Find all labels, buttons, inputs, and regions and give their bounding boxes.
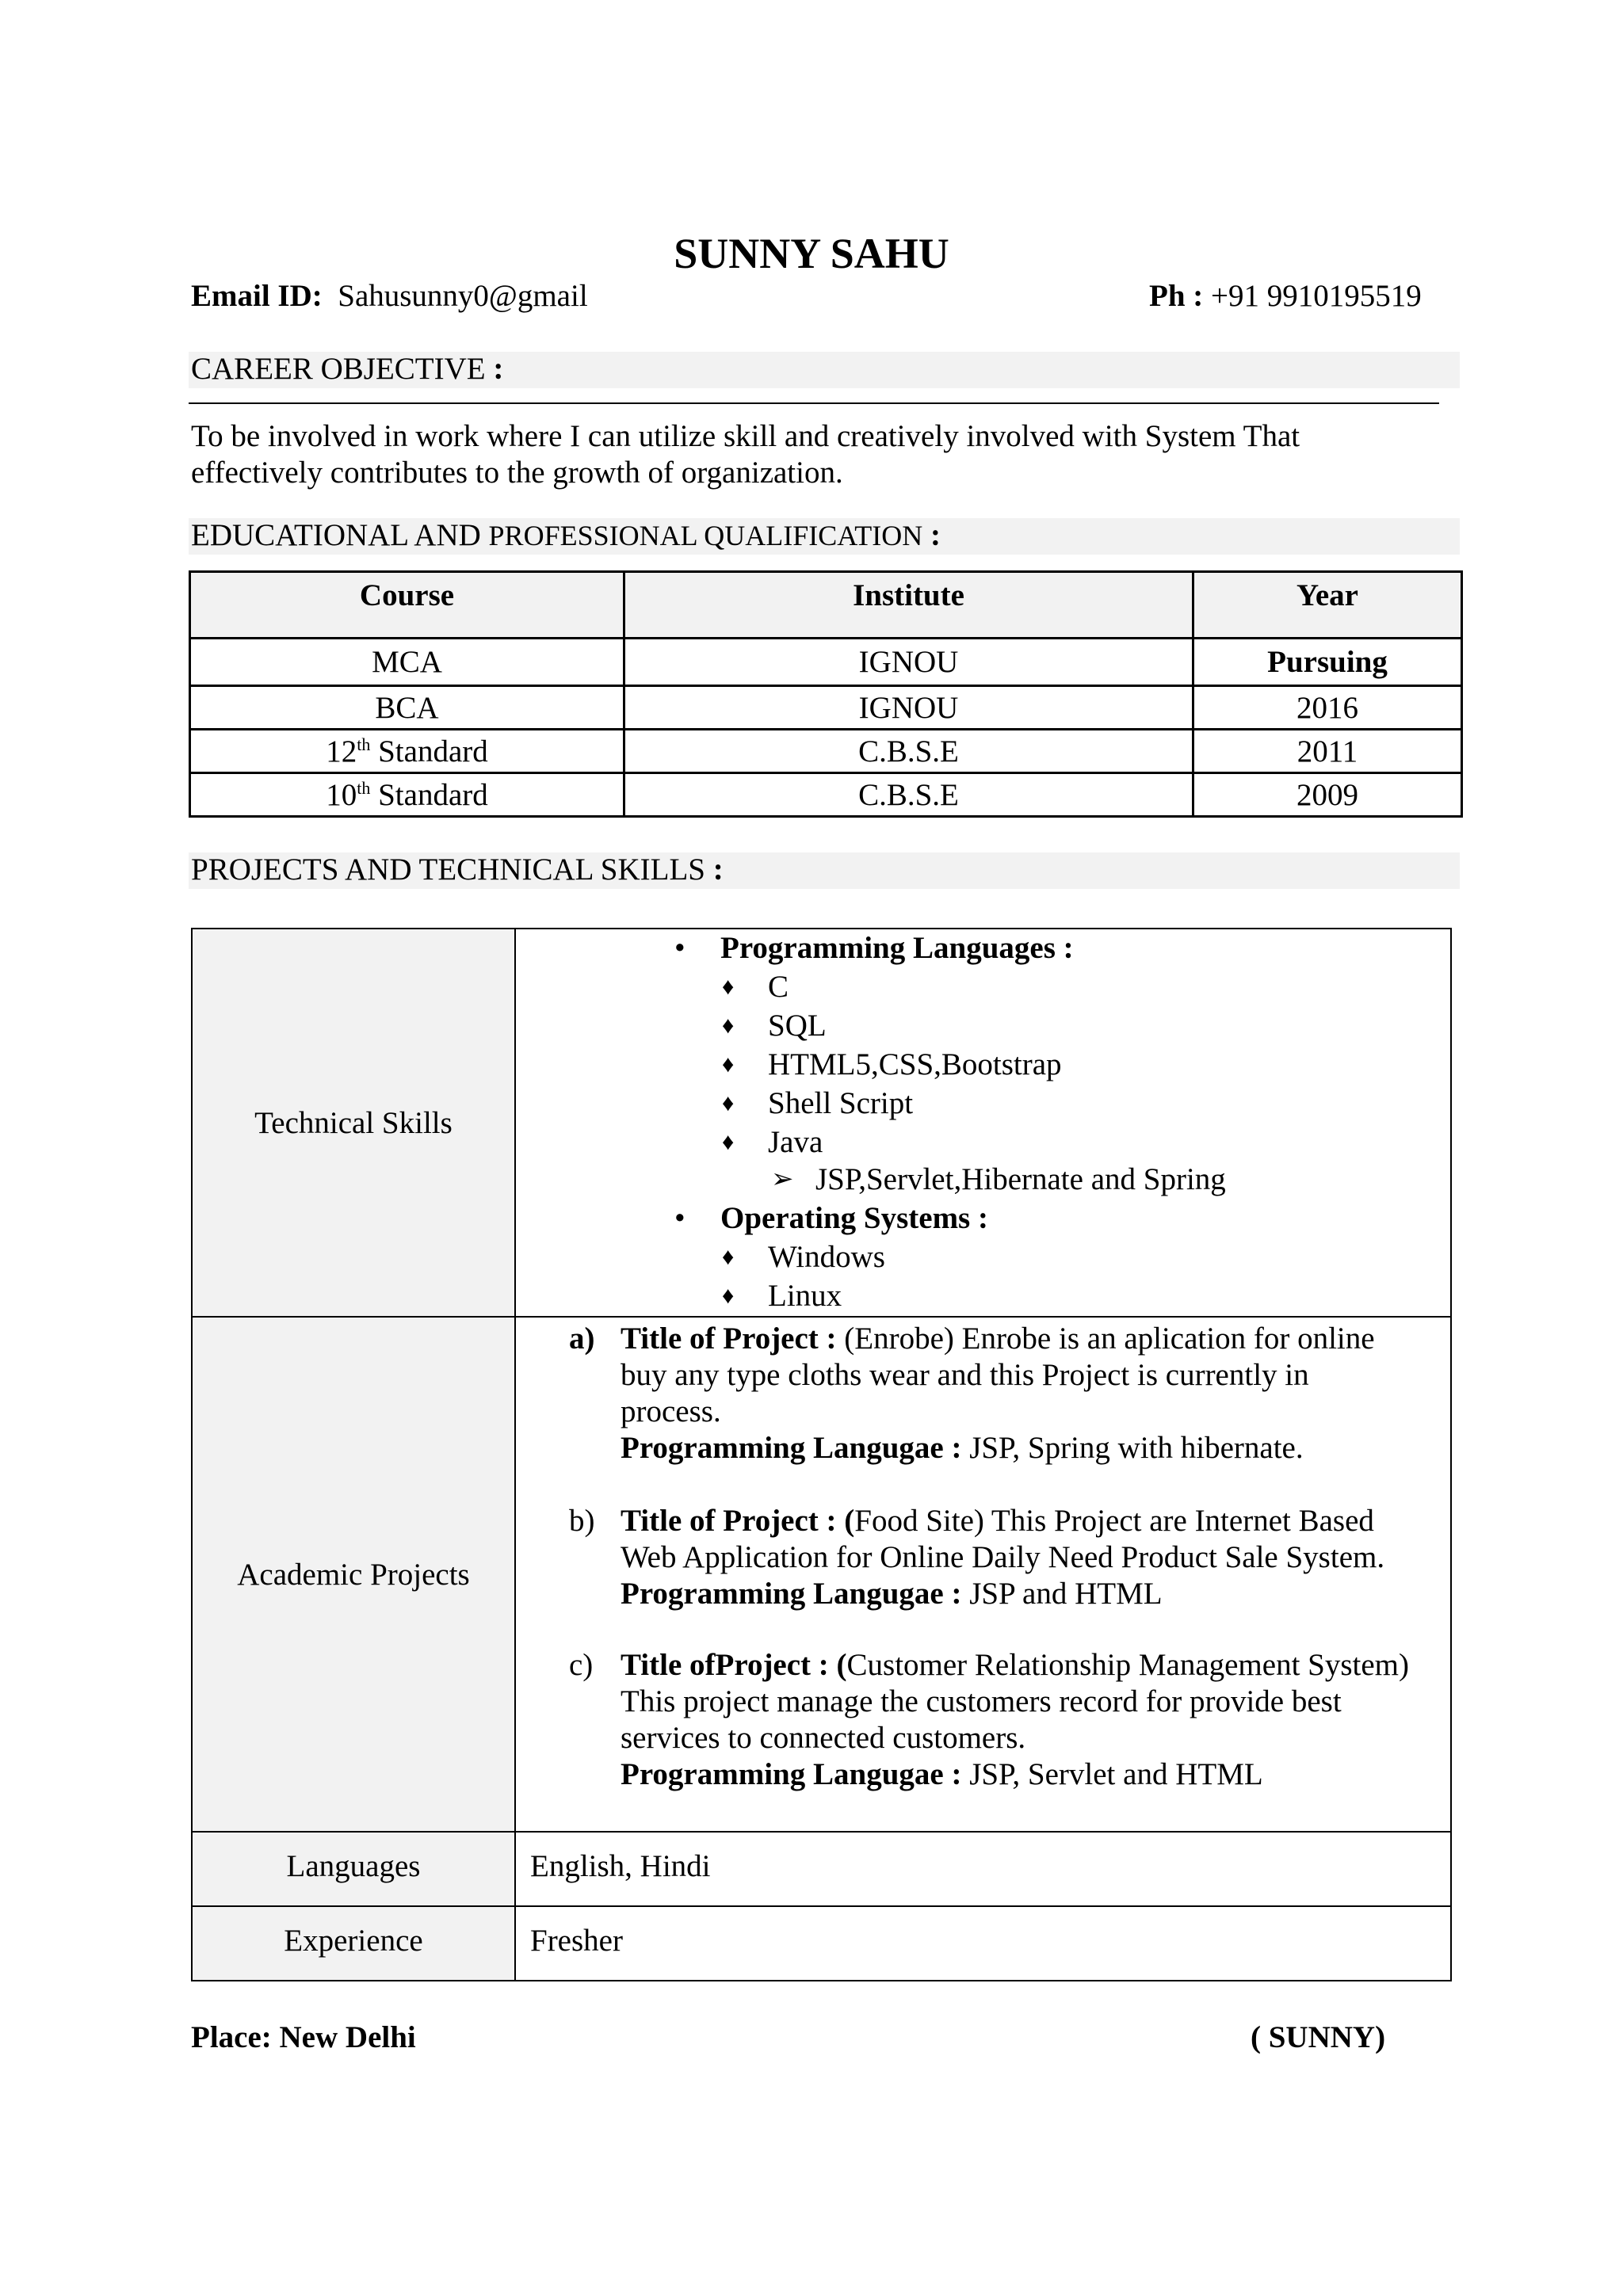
project-description-line: services to connected customers. [621, 1721, 1026, 1755]
experience-label: Experience [192, 1906, 515, 1981]
education-title-part1: EDUCATIONAL AND [191, 518, 489, 552]
skill-item: Shell Script [768, 1086, 914, 1120]
institute-cell: IGNOU [624, 639, 1193, 686]
project-letter: c) [569, 1648, 594, 1682]
experience-row [192, 1906, 1451, 1981]
institute-cell: C.B.S.E [624, 773, 1193, 817]
skill-item: HTML5,CSS,Bootstrap [768, 1047, 1062, 1081]
email-value: Sahusunny0@gmail [338, 279, 588, 313]
project-title-label: Title ofProject : ( [621, 1648, 847, 1682]
project-description-line: buy any type cloths wear and this Project is currently in [621, 1358, 1309, 1392]
skills-table [191, 928, 1452, 1981]
phone-value: +91 9910195519 [1211, 279, 1422, 313]
course-cell: 12th Standard [190, 730, 624, 773]
career-colon: : [493, 352, 504, 386]
bullet-icon: • [674, 931, 685, 965]
diamond-bullet-icon: ♦ [722, 1051, 735, 1077]
technical-skills-cell [515, 929, 1451, 1317]
project-b [621, 1503, 1445, 1612]
skill-item: C [768, 970, 789, 1004]
diamond-bullet-icon: ♦ [722, 974, 735, 1000]
email-line [191, 277, 588, 315]
column-header-institute: Institute [624, 572, 1193, 639]
languages-label: Languages [192, 1832, 515, 1906]
os-item: Windows [768, 1240, 885, 1274]
institute-cell: C.B.S.E [624, 730, 1193, 773]
arrow-bullet-icon: ➢ [771, 1165, 794, 1194]
experience-value: Fresher [515, 1906, 1451, 1981]
project-description-line: Customer Relationship Management System) [846, 1648, 1409, 1682]
academic-projects-cell [515, 1317, 1451, 1832]
technical-skills-row [192, 929, 1451, 1317]
project-lang-label: Programming Langugae : [621, 1577, 962, 1611]
table-row [190, 773, 1462, 817]
project-lang-value: JSP, Servlet and HTML [961, 1757, 1263, 1791]
project-description-line: process. [621, 1394, 721, 1428]
project-lang-value: JSP, Spring with hibernate. [961, 1431, 1304, 1465]
career-heading [191, 350, 503, 388]
project-c [621, 1647, 1449, 1793]
skills-title: PROJECTS AND TECHNICAL SKILLS [191, 852, 705, 887]
project-description-line: Web Application for Online Daily Need Product Sale System. [621, 1540, 1385, 1574]
skills-colon: : [712, 852, 724, 887]
programming-heading: Programming Languages : [720, 931, 1074, 965]
project-letter: a) [569, 1322, 595, 1356]
email-label: Email ID: [191, 279, 323, 313]
project-letter: b) [569, 1504, 595, 1538]
column-header-course: Course [190, 572, 624, 639]
skill-item: Java [768, 1125, 823, 1159]
candidate-name: SUNNY SAHU [674, 230, 949, 277]
career-objective-text: To be involved in work where I can utilize skill and creatively involved with System That effectively contributes to the growth of organization. [191, 419, 1300, 490]
course-cell: MCA [190, 639, 624, 686]
phone-line [1149, 277, 1422, 315]
os-item: Linux [768, 1279, 842, 1313]
project-title-label: Title of Project : [621, 1322, 837, 1356]
year-cell: 2011 [1193, 730, 1462, 773]
os-heading: Operating Systems : [720, 1201, 988, 1235]
technical-skills-label: Technical Skills [192, 929, 515, 1317]
education-title-part2: PROFESSIONAL QUALIFICATION [488, 520, 923, 551]
year-cell: Pursuing [1193, 639, 1462, 686]
table-row [190, 686, 1462, 730]
project-description-line: (Enrobe) Enrobe is an aplication for online [836, 1322, 1375, 1356]
languages-value: English, Hindi [515, 1832, 1451, 1906]
year-cell: 2009 [1193, 773, 1462, 817]
table-row [190, 639, 1462, 686]
diamond-bullet-icon: ♦ [722, 1129, 735, 1155]
course-cell: 10th Standard [190, 773, 624, 817]
skills-heading [191, 851, 724, 889]
project-description-line: Food Site) This Project are Internet Based [854, 1504, 1374, 1538]
education-table [189, 570, 1463, 818]
course-cell: BCA [190, 686, 624, 730]
skill-item: SQL [768, 1009, 827, 1043]
education-header-row [190, 572, 1462, 639]
diamond-bullet-icon: ♦ [722, 1090, 735, 1116]
career-title: CAREER OBJECTIVE [191, 352, 486, 386]
project-a [621, 1321, 1445, 1466]
education-heading [191, 517, 941, 555]
skill-subitem: JSP,Servlet,Hibernate and Spring [815, 1162, 1226, 1196]
education-colon: : [930, 518, 941, 552]
table-row [190, 730, 1462, 773]
project-title-label: Title of Project : ( [621, 1504, 855, 1538]
academic-projects-label: Academic Projects [192, 1317, 515, 1832]
project-description-line: This project manage the customers record for provide best [621, 1684, 1342, 1718]
bullet-icon: • [674, 1201, 685, 1235]
project-lang-label: Programming Langugae : [621, 1431, 962, 1465]
diamond-bullet-icon: ♦ [722, 1283, 735, 1309]
diamond-bullet-icon: ♦ [722, 1244, 735, 1270]
career-divider [189, 402, 1439, 404]
institute-cell: IGNOU [624, 686, 1193, 730]
year-cell: 2016 [1193, 686, 1462, 730]
academic-projects-row [192, 1317, 1451, 1832]
phone-label: Ph : [1149, 279, 1204, 313]
column-header-year: Year [1193, 572, 1462, 639]
project-lang-value: JSP and HTML [961, 1577, 1163, 1611]
languages-row [192, 1832, 1451, 1906]
place-text: Place: New Delhi [191, 2020, 416, 2054]
diamond-bullet-icon: ♦ [722, 1013, 735, 1039]
project-lang-label: Programming Langugae : [621, 1757, 962, 1791]
signature-text: ( SUNNY) [1251, 2020, 1386, 2054]
